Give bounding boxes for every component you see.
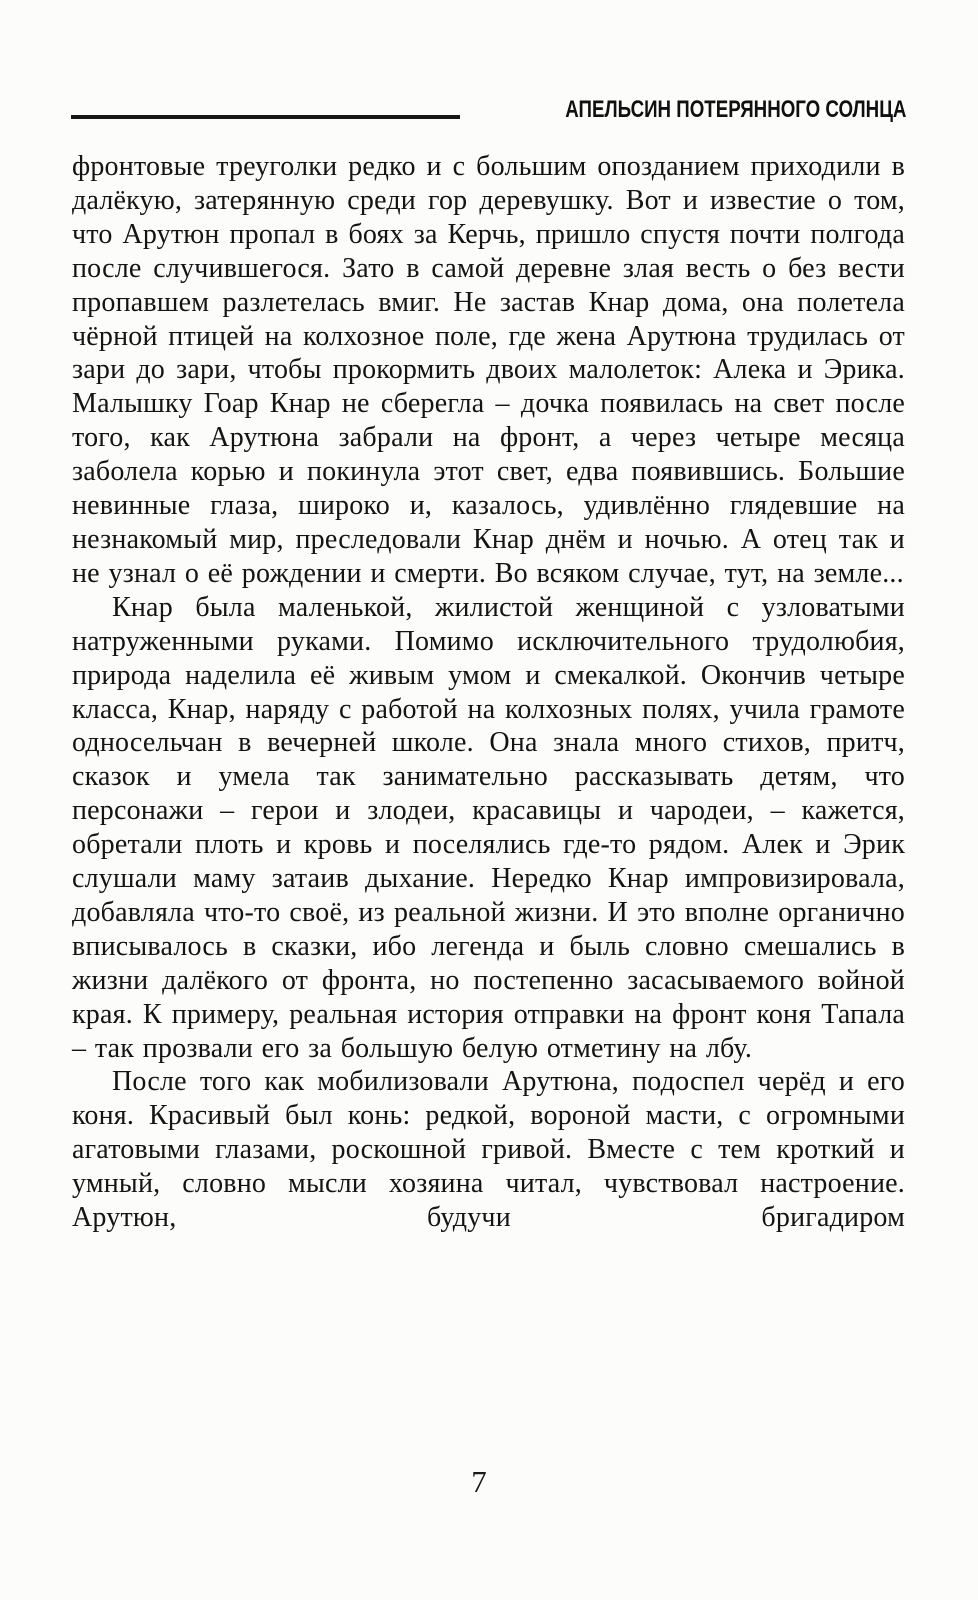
- running-header: [71, 92, 906, 122]
- paragraph: Кнар была маленькой, жилистой женщиной с узловатыми натруженными руками. Помимо исключительного трудолюбия, природа наделила её живым умом и смекалкой. Окончив четыре класса, Кнар, наряду с работой на колхозных полях, учила грамоте односельчан в вечерней школе. Она знала много стихов, притч, сказок и умела так занимательно рассказывать детям, что персонажи – герои и злодеи, красавицы и чародеи, – кажется, обретали плоть и кровь и поселялись где-то рядом. Алек и Эрик слушали маму затаив дыхание. Нередко Кнар импровизировала, добавляла что-то своё, из реальной жизни. И это вполне органично вписывалось в сказки, ибо легенда и быль словно смешались в жизни далёкого от фронта, но постепенно засасываемого войной края. К примеру, реальная история отправки на фронт коня Тапала – так прозвали его за большую белую отметину на лбу.: [72, 591, 905, 1064]
- paragraph: После того как мобилизовали Арутюна, подоспел черёд и его коня. Красивый был конь: редкой, вороной масти, с огромными агатовыми глазами, роскошной гривой. Вместе с тем кроткий и умный, словно мысли хозяина читал, чувствовал настроение. Арутюн, будучи бригадиром: [72, 1066, 905, 1234]
- page-number: 7: [471, 1464, 487, 1499]
- running-title: АПЕЛЬСИН ПОТЕРЯННОГО СОЛНЦА: [564, 96, 906, 123]
- header-rule: [71, 115, 460, 119]
- paragraph: фронтовые треуголки редко и с большим опозданием приходили в далёкую, затерянную среди гор деревушку. Вот и известие о том, что Арутюн пропал в боях за Керчь, пришло спустя почти полгода после случившегося. Зато в самой деревне злая весть о без вести пропавшем разлетелась вмиг. Не застав Кнар дома, она полетела чёрной птицей на колхозное поле, где жена Арутюна трудилась от зари до зари, чтобы прокормить двоих малолеток: Алека и Эрика. Малышку Гоар Кнар не сберегла – дочка появилась на свет после того, как Арутюна забрали на фронт, а через четыре месяца заболела корью и покинула этот свет, едва появившись. Большие невинные глаза, широко и, казалось, удивлённо глядевшие на незнакомый мир, преследовали Кнар днём и ночью. А отец так и не узнал о её рождении и смерти. Во всяком случае, тут, на земле...: [72, 151, 905, 589]
- page-body: [72, 150, 905, 1235]
